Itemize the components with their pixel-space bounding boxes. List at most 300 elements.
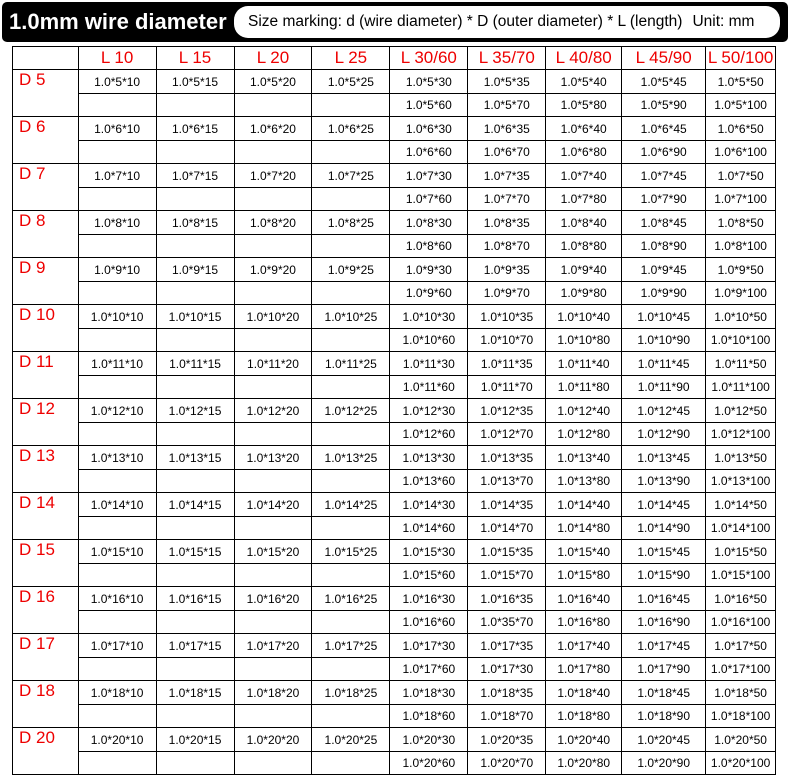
size-cell: 1.0*16*30 xyxy=(390,587,468,611)
size-cell: 1.0*20*25 xyxy=(312,728,390,752)
size-cell: 1.0*5*35 xyxy=(468,70,546,94)
size-cell: 1.0*11*30 xyxy=(390,352,468,376)
size-cell: 1.0*5*70 xyxy=(468,94,546,117)
size-cell: 1.0*8*30 xyxy=(390,211,468,235)
outer-diameter-label: D 10 xyxy=(13,305,79,352)
size-cell: 1.0*13*15 xyxy=(156,446,234,470)
size-cell: 1.0*15*100 xyxy=(706,564,776,587)
size-cell: 1.0*18*45 xyxy=(622,681,706,705)
table-row xyxy=(13,634,776,658)
size-cell: 1.0*6*80 xyxy=(546,141,622,164)
size-cell: 1.0*14*15 xyxy=(156,493,234,517)
size-cell: 1.0*12*90 xyxy=(622,423,706,446)
empty-cell xyxy=(312,423,390,446)
size-cell: 1.0*13*35 xyxy=(468,446,546,470)
size-cell: 1.0*10*90 xyxy=(622,329,706,352)
size-cell: 1.0*11*100 xyxy=(706,376,776,399)
size-cell: 1.0*9*40 xyxy=(546,258,622,282)
empty-cell xyxy=(234,141,312,164)
empty-cell xyxy=(156,611,234,634)
empty-cell xyxy=(312,188,390,211)
empty-cell xyxy=(234,94,312,117)
empty-cell xyxy=(234,517,312,540)
size-cell: 1.0*5*30 xyxy=(390,70,468,94)
empty-cell xyxy=(312,94,390,117)
size-cell: 1.0*20*30 xyxy=(390,728,468,752)
size-cell: 1.0*18*30 xyxy=(390,681,468,705)
size-cell: 1.0*20*90 xyxy=(622,752,706,775)
size-cell: 1.0*17*30 xyxy=(390,634,468,658)
size-cell: 1.0*10*35 xyxy=(468,305,546,329)
size-cell: 1.0*13*70 xyxy=(468,470,546,493)
size-cell: 1.0*13*10 xyxy=(78,446,156,470)
size-cell: 1.0*20*100 xyxy=(706,752,776,775)
size-cell: 1.0*11*35 xyxy=(468,352,546,376)
size-cell: 1.0*8*45 xyxy=(622,211,706,235)
empty-cell xyxy=(312,705,390,728)
table-row xyxy=(13,94,776,117)
empty-cell xyxy=(234,752,312,775)
outer-diameter-label: D 6 xyxy=(13,117,79,164)
empty-cell xyxy=(78,658,156,681)
size-cell: 1.0*16*35 xyxy=(468,587,546,611)
size-cell: 1.0*18*35 xyxy=(468,681,546,705)
size-cell: 1.0*7*35 xyxy=(468,164,546,188)
size-cell: 1.0*15*70 xyxy=(468,564,546,587)
length-header: L 20 xyxy=(234,47,312,70)
length-header: L 35/70 xyxy=(468,47,546,70)
size-cell: 1.0*6*90 xyxy=(622,141,706,164)
size-cell: 1.0*12*100 xyxy=(706,423,776,446)
size-cell: 1.0*16*60 xyxy=(390,611,468,634)
size-cell: 1.0*20*40 xyxy=(546,728,622,752)
empty-cell xyxy=(156,141,234,164)
size-cell: 1.0*7*100 xyxy=(706,188,776,211)
size-cell: 1.0*16*50 xyxy=(706,587,776,611)
size-cell: 1.0*12*45 xyxy=(622,399,706,423)
length-header: L 30/60 xyxy=(390,47,468,70)
size-cell: 1.0*16*100 xyxy=(706,611,776,634)
outer-diameter-label: D 13 xyxy=(13,446,79,493)
size-cell: 1.0*7*15 xyxy=(156,164,234,188)
empty-cell xyxy=(78,423,156,446)
size-cell: 1.0*20*80 xyxy=(546,752,622,775)
size-cell: 1.0*6*100 xyxy=(706,141,776,164)
size-cell: 1.0*18*50 xyxy=(706,681,776,705)
size-cell: 1.0*13*30 xyxy=(390,446,468,470)
size-cell: 1.0*10*25 xyxy=(312,305,390,329)
size-cell: 1.0*13*80 xyxy=(546,470,622,493)
empty-cell xyxy=(312,564,390,587)
size-cell: 1.0*8*15 xyxy=(156,211,234,235)
size-cell: 1.0*7*10 xyxy=(78,164,156,188)
length-header: L 50/100 xyxy=(706,47,776,70)
size-cell: 1.0*16*15 xyxy=(156,587,234,611)
outer-diameter-label: D 12 xyxy=(13,399,79,446)
size-cell: 1.0*14*25 xyxy=(312,493,390,517)
size-cell: 1.0*15*30 xyxy=(390,540,468,564)
size-cell: 1.0*9*45 xyxy=(622,258,706,282)
size-cell: 1.0*8*35 xyxy=(468,211,546,235)
size-cell: 1.0*20*60 xyxy=(390,752,468,775)
outer-diameter-label: D 20 xyxy=(13,728,79,775)
outer-diameter-label: D 11 xyxy=(13,352,79,399)
empty-cell xyxy=(234,705,312,728)
size-cell: 1.0*14*30 xyxy=(390,493,468,517)
empty-cell xyxy=(156,329,234,352)
empty-cell xyxy=(312,376,390,399)
size-cell: 1.0*13*60 xyxy=(390,470,468,493)
size-cell: 1.0*15*60 xyxy=(390,564,468,587)
size-cell: 1.0*8*50 xyxy=(706,211,776,235)
empty-cell xyxy=(234,282,312,305)
size-cell: 1.0*20*10 xyxy=(78,728,156,752)
empty-cell xyxy=(312,517,390,540)
outer-diameter-label: D 5 xyxy=(13,70,79,117)
table-row xyxy=(13,235,776,258)
size-cell: 1.0*35*70 xyxy=(468,611,546,634)
size-cell: 1.0*12*15 xyxy=(156,399,234,423)
table-row xyxy=(13,470,776,493)
size-cell: 1.0*9*50 xyxy=(706,258,776,282)
size-cell: 1.0*13*45 xyxy=(622,446,706,470)
table-row xyxy=(13,540,776,564)
size-cell: 1.0*15*35 xyxy=(468,540,546,564)
size-cell: 1.0*12*20 xyxy=(234,399,312,423)
size-cell: 1.0*20*35 xyxy=(468,728,546,752)
table-row xyxy=(13,423,776,446)
table-row xyxy=(13,658,776,681)
size-cell: 1.0*6*20 xyxy=(234,117,312,141)
empty-cell xyxy=(234,376,312,399)
size-cell: 1.0*11*45 xyxy=(622,352,706,376)
size-cell: 1.0*5*80 xyxy=(546,94,622,117)
size-cell: 1.0*9*10 xyxy=(78,258,156,282)
size-cell: 1.0*10*50 xyxy=(706,305,776,329)
length-header: L 15 xyxy=(156,47,234,70)
size-cell: 1.0*7*45 xyxy=(622,164,706,188)
size-cell: 1.0*13*90 xyxy=(622,470,706,493)
size-cell: 1.0*18*20 xyxy=(234,681,312,705)
size-cell: 1.0*15*80 xyxy=(546,564,622,587)
size-cell: 1.0*7*80 xyxy=(546,188,622,211)
size-cell: 1.0*14*35 xyxy=(468,493,546,517)
empty-cell xyxy=(78,376,156,399)
size-cell: 1.0*13*20 xyxy=(234,446,312,470)
size-cell: 1.0*7*20 xyxy=(234,164,312,188)
size-cell: 1.0*12*30 xyxy=(390,399,468,423)
size-cell: 1.0*7*60 xyxy=(390,188,468,211)
empty-cell xyxy=(234,235,312,258)
size-cell: 1.0*15*20 xyxy=(234,540,312,564)
outer-diameter-label: D 17 xyxy=(13,634,79,681)
empty-cell xyxy=(78,752,156,775)
size-cell: 1.0*10*40 xyxy=(546,305,622,329)
size-cell: 1.0*10*80 xyxy=(546,329,622,352)
size-cell: 1.0*18*25 xyxy=(312,681,390,705)
size-cell: 1.0*16*45 xyxy=(622,587,706,611)
size-cell: 1.0*8*20 xyxy=(234,211,312,235)
outer-diameter-label: D 15 xyxy=(13,540,79,587)
empty-cell xyxy=(312,611,390,634)
size-cell: 1.0*20*45 xyxy=(622,728,706,752)
table-row xyxy=(13,70,776,94)
empty-cell xyxy=(156,188,234,211)
empty-cell xyxy=(312,329,390,352)
empty-cell xyxy=(234,611,312,634)
size-cell: 1.0*15*15 xyxy=(156,540,234,564)
empty-cell xyxy=(78,235,156,258)
table-row xyxy=(13,188,776,211)
size-cell: 1.0*11*15 xyxy=(156,352,234,376)
size-cell: 1.0*12*60 xyxy=(390,423,468,446)
size-cell: 1.0*5*100 xyxy=(706,94,776,117)
size-cell: 1.0*10*70 xyxy=(468,329,546,352)
size-cell: 1.0*18*100 xyxy=(706,705,776,728)
table-row xyxy=(13,611,776,634)
size-cell: 1.0*5*45 xyxy=(622,70,706,94)
size-cell: 1.0*9*80 xyxy=(546,282,622,305)
size-cell: 1.0*17*90 xyxy=(622,658,706,681)
empty-cell xyxy=(312,235,390,258)
size-cell: 1.0*12*50 xyxy=(706,399,776,423)
table-row xyxy=(13,282,776,305)
size-cell: 1.0*20*50 xyxy=(706,728,776,752)
table-row xyxy=(13,164,776,188)
table-row xyxy=(13,117,776,141)
size-cell: 1.0*7*50 xyxy=(706,164,776,188)
size-cell: 1.0*10*45 xyxy=(622,305,706,329)
outer-diameter-label: D 16 xyxy=(13,587,79,634)
header-row xyxy=(13,47,776,70)
table-row xyxy=(13,681,776,705)
size-cell: 1.0*20*20 xyxy=(234,728,312,752)
table-row xyxy=(13,587,776,611)
size-cell: 1.0*17*100 xyxy=(706,658,776,681)
size-cell: 1.0*6*25 xyxy=(312,117,390,141)
size-cell: 1.0*5*25 xyxy=(312,70,390,94)
size-cell: 1.0*14*45 xyxy=(622,493,706,517)
empty-cell xyxy=(234,188,312,211)
empty-cell xyxy=(156,235,234,258)
size-cell: 1.0*8*70 xyxy=(468,235,546,258)
empty-cell xyxy=(78,141,156,164)
size-cell: 1.0*14*10 xyxy=(78,493,156,517)
size-cell: 1.0*13*40 xyxy=(546,446,622,470)
size-cell: 1.0*18*10 xyxy=(78,681,156,705)
size-cell: 1.0*12*40 xyxy=(546,399,622,423)
size-cell: 1.0*8*80 xyxy=(546,235,622,258)
size-cell: 1.0*16*25 xyxy=(312,587,390,611)
outer-diameter-label: D 8 xyxy=(13,211,79,258)
empty-cell xyxy=(234,658,312,681)
size-cell: 1.0*9*60 xyxy=(390,282,468,305)
size-cell: 1.0*5*20 xyxy=(234,70,312,94)
wire-diameter-title: 1.0mm wire diameter xyxy=(9,9,227,34)
size-cell: 1.0*18*60 xyxy=(390,705,468,728)
size-cell: 1.0*9*100 xyxy=(706,282,776,305)
table-row xyxy=(13,446,776,470)
size-cell: 1.0*18*70 xyxy=(468,705,546,728)
empty-cell xyxy=(78,94,156,117)
empty-cell xyxy=(156,282,234,305)
size-cell: 1.0*5*10 xyxy=(78,70,156,94)
size-cell: 1.0*5*15 xyxy=(156,70,234,94)
size-cell: 1.0*11*80 xyxy=(546,376,622,399)
size-cell: 1.0*9*20 xyxy=(234,258,312,282)
size-cell: 1.0*17*30 xyxy=(468,658,546,681)
empty-cell xyxy=(78,517,156,540)
size-cell: 1.0*11*10 xyxy=(78,352,156,376)
empty-cell xyxy=(156,564,234,587)
size-cell: 1.0*17*10 xyxy=(78,634,156,658)
empty-cell xyxy=(156,705,234,728)
size-cell: 1.0*17*15 xyxy=(156,634,234,658)
table-row xyxy=(13,399,776,423)
size-cell: 1.0*10*60 xyxy=(390,329,468,352)
size-cell: 1.0*17*60 xyxy=(390,658,468,681)
size-cell: 1.0*8*40 xyxy=(546,211,622,235)
size-cell: 1.0*17*40 xyxy=(546,634,622,658)
empty-cell xyxy=(78,282,156,305)
size-cell: 1.0*17*25 xyxy=(312,634,390,658)
size-cell: 1.0*9*35 xyxy=(468,258,546,282)
size-cell: 1.0*12*35 xyxy=(468,399,546,423)
size-marking-text: Size marking: d (wire diameter) * D (outer diameter) * L (length) xyxy=(248,13,683,30)
length-header: L 25 xyxy=(312,47,390,70)
size-cell: 1.0*10*20 xyxy=(234,305,312,329)
table-row xyxy=(13,705,776,728)
size-cell: 1.0*16*20 xyxy=(234,587,312,611)
table-row xyxy=(13,752,776,775)
size-cell: 1.0*12*10 xyxy=(78,399,156,423)
size-cell: 1.0*8*90 xyxy=(622,235,706,258)
length-header: L 40/80 xyxy=(546,47,622,70)
size-cell: 1.0*6*40 xyxy=(546,117,622,141)
empty-cell xyxy=(156,517,234,540)
empty-cell xyxy=(312,658,390,681)
size-cell: 1.0*14*100 xyxy=(706,517,776,540)
size-cell: 1.0*16*80 xyxy=(546,611,622,634)
table-row xyxy=(13,564,776,587)
size-cell: 1.0*6*50 xyxy=(706,117,776,141)
size-cell: 1.0*7*70 xyxy=(468,188,546,211)
size-cell: 1.0*6*60 xyxy=(390,141,468,164)
title-banner xyxy=(2,2,788,42)
size-cell: 1.0*14*50 xyxy=(706,493,776,517)
empty-cell xyxy=(156,752,234,775)
size-cell: 1.0*13*100 xyxy=(706,470,776,493)
empty-cell xyxy=(312,752,390,775)
table-row xyxy=(13,493,776,517)
size-cell: 1.0*9*25 xyxy=(312,258,390,282)
length-header: L 10 xyxy=(78,47,156,70)
empty-cell xyxy=(156,423,234,446)
size-cell: 1.0*11*50 xyxy=(706,352,776,376)
corner-header xyxy=(13,47,79,70)
size-cell: 1.0*7*90 xyxy=(622,188,706,211)
size-cell: 1.0*11*60 xyxy=(390,376,468,399)
size-cell: 1.0*20*15 xyxy=(156,728,234,752)
empty-cell xyxy=(312,470,390,493)
size-cell: 1.0*10*10 xyxy=(78,305,156,329)
size-cell: 1.0*13*25 xyxy=(312,446,390,470)
size-cell: 1.0*15*50 xyxy=(706,540,776,564)
size-cell: 1.0*20*70 xyxy=(468,752,546,775)
size-cell: 1.0*5*40 xyxy=(546,70,622,94)
size-cell: 1.0*5*50 xyxy=(706,70,776,94)
size-cell: 1.0*11*90 xyxy=(622,376,706,399)
size-cell: 1.0*15*10 xyxy=(78,540,156,564)
size-cell: 1.0*15*90 xyxy=(622,564,706,587)
size-cell: 1.0*11*70 xyxy=(468,376,546,399)
empty-cell xyxy=(156,94,234,117)
size-cell: 1.0*14*20 xyxy=(234,493,312,517)
size-cell: 1.0*6*45 xyxy=(622,117,706,141)
size-cell: 1.0*12*25 xyxy=(312,399,390,423)
size-cell: 1.0*16*40 xyxy=(546,587,622,611)
size-cell: 1.0*12*80 xyxy=(546,423,622,446)
table-row xyxy=(13,258,776,282)
empty-cell xyxy=(234,423,312,446)
empty-cell xyxy=(234,329,312,352)
size-cell: 1.0*15*45 xyxy=(622,540,706,564)
empty-cell xyxy=(78,329,156,352)
size-cell: 1.0*16*90 xyxy=(622,611,706,634)
outer-diameter-label: D 14 xyxy=(13,493,79,540)
table-row xyxy=(13,728,776,752)
size-cell: 1.0*12*70 xyxy=(468,423,546,446)
size-cell: 1.0*5*60 xyxy=(390,94,468,117)
table-row xyxy=(13,329,776,352)
size-cell: 1.0*5*90 xyxy=(622,94,706,117)
size-cell: 1.0*17*50 xyxy=(706,634,776,658)
size-cell: 1.0*14*90 xyxy=(622,517,706,540)
size-cell: 1.0*8*10 xyxy=(78,211,156,235)
empty-cell xyxy=(156,658,234,681)
table-row xyxy=(13,141,776,164)
size-table xyxy=(12,46,776,775)
empty-cell xyxy=(78,188,156,211)
size-cell: 1.0*10*15 xyxy=(156,305,234,329)
size-cell: 1.0*18*80 xyxy=(546,705,622,728)
size-cell: 1.0*7*30 xyxy=(390,164,468,188)
size-cell: 1.0*10*30 xyxy=(390,305,468,329)
table-row xyxy=(13,352,776,376)
size-cell: 1.0*8*60 xyxy=(390,235,468,258)
empty-cell xyxy=(78,564,156,587)
outer-diameter-label: D 7 xyxy=(13,164,79,211)
empty-cell xyxy=(234,564,312,587)
empty-cell xyxy=(156,470,234,493)
empty-cell xyxy=(234,470,312,493)
size-cell: 1.0*9*90 xyxy=(622,282,706,305)
size-cell: 1.0*18*40 xyxy=(546,681,622,705)
size-cell: 1.0*17*45 xyxy=(622,634,706,658)
size-cell: 1.0*11*25 xyxy=(312,352,390,376)
unit-text: Unit: mm xyxy=(692,13,755,30)
outer-diameter-label: D 9 xyxy=(13,258,79,305)
size-cell: 1.0*18*90 xyxy=(622,705,706,728)
empty-cell xyxy=(78,611,156,634)
size-cell: 1.0*17*20 xyxy=(234,634,312,658)
size-cell: 1.0*18*15 xyxy=(156,681,234,705)
size-cell: 1.0*11*40 xyxy=(546,352,622,376)
size-cell: 1.0*6*15 xyxy=(156,117,234,141)
table-row xyxy=(13,376,776,399)
empty-cell xyxy=(78,705,156,728)
size-cell: 1.0*7*25 xyxy=(312,164,390,188)
